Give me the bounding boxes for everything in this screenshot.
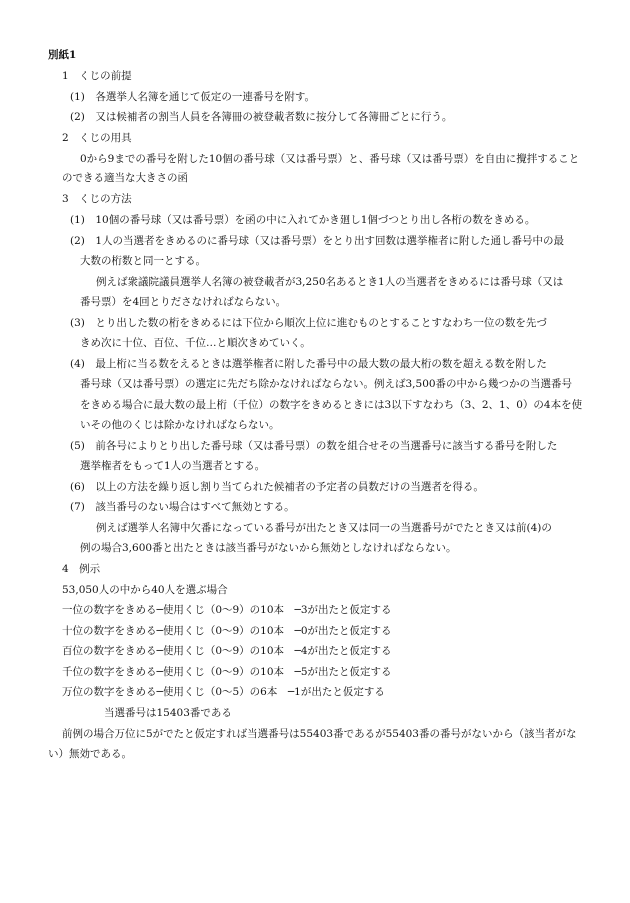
doc-title: 別紙1: [48, 49, 77, 61]
paragraph-line: (1) 10個の番号球（又は番号票）を函の中に入れてかき廻し1個づつとり出し各桁の数をきめる。: [70, 214, 536, 226]
example-line: 万位の数字をきめる─使用くじ（0～5）の6本 ─1が出たと仮定する: [62, 686, 385, 698]
example-line: 十位の数字をきめる─使用くじ（0～9）の10本 ─0が出たと仮定する: [62, 625, 392, 637]
paragraph-line: (6) 以上の方法を繰り返し割り当てられた候補者の予定者の員数だけの当選者を得る。: [70, 481, 484, 493]
result-line: 当選番号は15403番である: [104, 707, 232, 719]
paragraph-line: 例えば選挙人名簿中欠番になっている番号が出たとき又は同一の当選番号がでたとき又は前(4)の: [96, 522, 552, 534]
example-line: 百位の数字をきめる─使用くじ（0～9）の10本 ─4が出たと仮定する: [62, 645, 392, 657]
paragraph-line: 番号票）を4回とりださなければならない。: [80, 296, 287, 308]
paragraph-line: (1) 各選挙人名簿を通じて仮定の一連番号を附す。: [70, 91, 316, 103]
section-heading: 3 くじの方法: [62, 193, 132, 205]
example-line: 一位の数字をきめる─使用くじ（0～9）の10本 ─3が出たと仮定する: [62, 604, 392, 616]
paragraph-line: をきめる場合に最大数の最上桁（千位）の数字をきめるときには3以下すなわち（3、2、1、0）の4本を使: [80, 399, 583, 411]
example-line: 千位の数字をきめる─使用くじ（0～9）の10本 ─5が出たと仮定する: [62, 666, 392, 678]
paragraph-line: のできる適当な大きさの函: [62, 172, 188, 184]
paragraph-line: 例えば衆議院議員選挙人名簿の被登載者が3,250名あるとき1人の当選者をきめるには番号球（又は: [96, 276, 564, 288]
paragraph-line: い）無効である。: [48, 748, 132, 760]
paragraph-line: (2) 1人の当選者をきめるのに番号球（又は番号票）をとり出す回数は選挙権者に附した通し番号中の最: [70, 235, 565, 247]
paragraph-line: 大数の桁数と同一とする。: [80, 255, 206, 267]
paragraph-line: (5) 前各号によりとり出した番号球（又は番号票）の数を組合せその当選番号に該当する番号を附した: [70, 440, 558, 452]
paragraph-line: 53,050人の中から40人を選ぶ場合: [62, 584, 228, 596]
paragraph-line: (2) 又は候補者の割当人員を各簿冊の被登載者数に按分して各簿冊ごとに行う。: [70, 111, 453, 123]
paragraph-line: (4) 最上桁に当る数をえるときは選挙権者に附した番号中の最大数の最大桁の数を超える数を附した: [70, 358, 547, 370]
section-heading: 4 例示: [62, 563, 101, 575]
paragraph-line: 前例の場合万位に5がでたと仮定すれば当選番号は55403番であるが55403番の番号がないから（該当者がな: [62, 728, 577, 740]
paragraph-line: 選挙権者をもって1人の当選者とする。: [80, 460, 266, 472]
paragraph-line: 0から9までの番号を附した10個の番号球（又は番号票）と、番号球（又は番号票）を自由に攪拌すること: [80, 153, 580, 165]
paragraph-line: 番号球（又は番号票）の選定に先だち除かなければならない。例えば3,500番の中から幾つかの当選番号: [80, 378, 573, 390]
section-heading: 1 くじの前提: [62, 70, 132, 82]
section-heading: 2 くじの用具: [62, 132, 132, 144]
paragraph-line: きめ次に十位、百位、千位…と順次きめていく。: [80, 337, 311, 349]
paragraph-line: (3) とり出した数の桁をきめるには下位から順次上位に進むものとすることすなわち一位の数を先づ: [70, 317, 547, 329]
paragraph-line: いその他のくじは除かなければならない。: [80, 419, 280, 431]
paragraph-line: 例の場合3,600番と出たときは該当番号がないから無効としなければならない。: [80, 542, 457, 554]
paragraph-line: (7) 該当番号のない場合はすべて無効とする。: [70, 501, 295, 513]
